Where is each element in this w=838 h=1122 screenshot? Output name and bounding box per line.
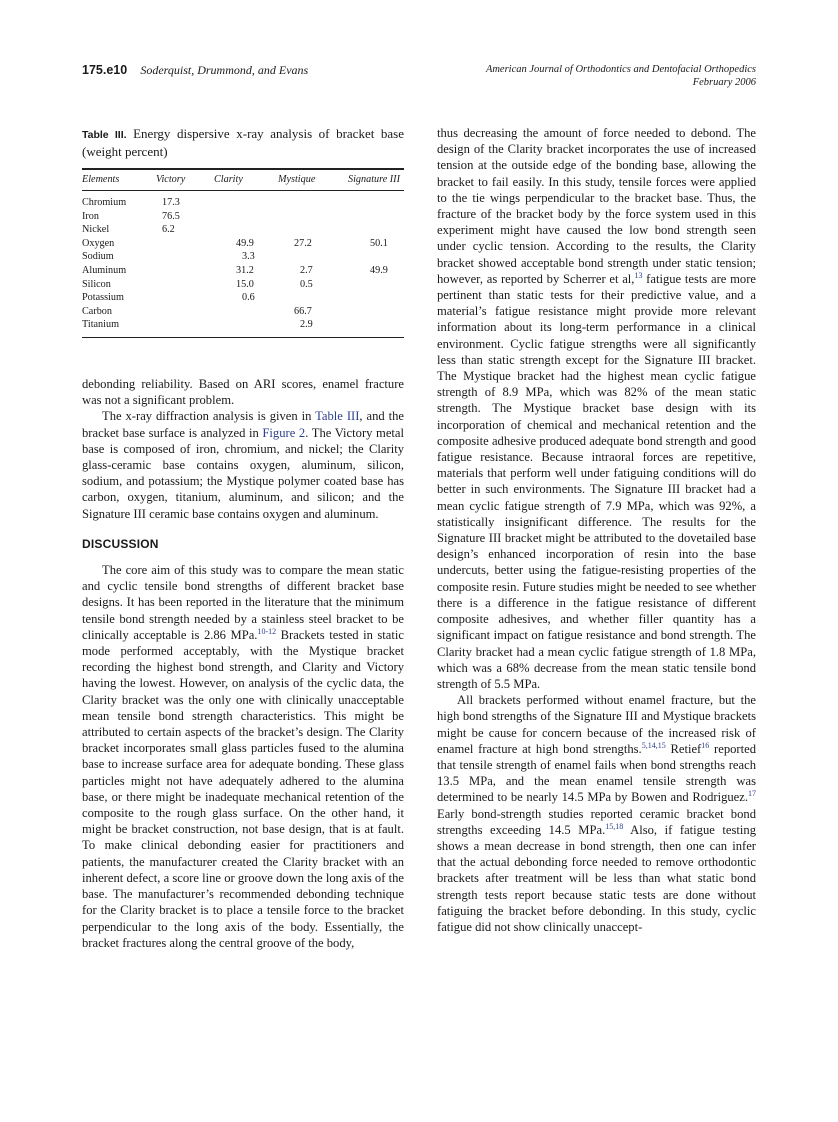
col-header-victory: Victory [156, 169, 214, 191]
table-iii-link[interactable]: Table III [315, 409, 360, 424]
cell-victory [156, 237, 214, 251]
table-label: Table III. [82, 129, 127, 141]
section-heading-discussion: DISCUSSION [82, 536, 159, 551]
cell-element: Oxygen [82, 237, 115, 249]
text-run: The core aim of this study was to compare the mean static and cyclic tensile bond strengths of different bracket base designs. It has been reported in the literature that the minimum tensile bond strength needed by a stainless steel bracket to be clinically acceptable is 2.86 MPa. [82, 563, 404, 642]
table-row [82, 191, 404, 210]
table-row [82, 305, 404, 319]
table-row [82, 223, 404, 237]
paragraph [437, 125, 756, 692]
cell-mystique: 2.7 [300, 264, 313, 276]
cell-victory [156, 250, 214, 264]
cell-element: Aluminum [82, 264, 127, 276]
text-run: fatigue tests are more pertinent than static tests for their predictive value, and a material’s fatigue resistance might provide more relevant information about its long-term performance in a clinical environment. Cyclic fatigue strengths were all significantly less than static strength except for the Signature III bracket. The Mystique bracket had the highest mean cyclic fatigue strength of 8.9 MPa, which was 82% of the mean static strength. The Mystique bracket base design with its incorporation of chemical and mechanical retention and the composite adhesive produced adequate bond strength and good fatigue resistance. Because intraoral forces are repetitive, materials that perform well under fatiguing conditions will do better in such environments. The Signature III bracket had a mean cyclic fatigue strength of 7.9 MPa, which was 92%, a statistically insignificant difference. The results for the Signature III bracket might be attributed to the dovetailed base design’s enhanced incorporation of resin into the base undercuts, better using the fatigue-resisting properties of the composite resin. Future studies might be needed to see whether there is a difference in the fatigue resistance of different composite adhesives, and whether filler quantity has a significant impact on fatigue resistance and bond strength. The Clarity bracket had a mean cyclic fatigue strength of 1.8 MPa, which was a 68% decrease from the mean static tensile bond strength of 5.5 MPa. [437, 271, 756, 691]
cell-clarity: 0.6 [242, 292, 255, 304]
table-row [82, 318, 404, 337]
col-header-clarity: Clarity [214, 169, 278, 191]
table-row [82, 210, 404, 224]
table-caption-text: Energy dispersive x-ray analysis of bracket base (weight percent) [82, 126, 404, 159]
cell-clarity [214, 223, 278, 237]
cell-clarity: 3.3 [242, 251, 255, 263]
cell-clarity [214, 210, 278, 224]
cell-mystique: 2.9 [278, 318, 348, 337]
paragraph: debonding reliability. Based on ARI scores, enamel fracture was not a significant problem. [82, 377, 404, 408]
cell-clarity: 15.0 [236, 278, 254, 290]
author-names: Soderquist, Drummond, and Evans [140, 63, 309, 77]
running-head-right [486, 63, 756, 89]
cell-signature [348, 191, 404, 210]
reference-link[interactable]: 15,18 [605, 821, 624, 831]
cell-element: Potassium [82, 292, 124, 304]
table-header-row [82, 169, 404, 191]
cell-clarity [214, 191, 278, 210]
cell-victory [156, 278, 214, 292]
cell-element: Silicon [82, 278, 111, 290]
cell-signature [348, 291, 404, 305]
cell-clarity [214, 305, 278, 319]
col-header-mystique: Mystique [278, 169, 348, 191]
cell-mystique: 66.7 [294, 305, 312, 317]
paragraph [82, 408, 404, 521]
running-head [82, 63, 756, 103]
cell-victory [156, 291, 214, 305]
cell-element: Iron [82, 210, 99, 222]
table-caption [82, 126, 404, 160]
table-iii [82, 126, 404, 338]
cell-signature [348, 223, 404, 237]
cell-mystique: 0.5 [300, 278, 313, 290]
text-run: , and the bracket base surface is analyzed in [82, 409, 404, 440]
figure-2-link[interactable]: Figure 2 [262, 425, 306, 440]
cell-victory [156, 305, 214, 319]
reference-link[interactable]: 17 [748, 789, 756, 799]
right-column [437, 125, 756, 935]
col-header-elements: Elements [82, 169, 156, 191]
cell-clarity: 49.9 [236, 237, 254, 249]
paragraph [437, 692, 756, 935]
running-head-left [82, 63, 308, 78]
reference-link[interactable]: 16 [701, 740, 710, 750]
table-row [82, 278, 404, 292]
cell-signature [348, 250, 404, 264]
left-column [82, 376, 404, 951]
cell-victory [156, 264, 214, 278]
cell-element: Chromium [82, 197, 127, 208]
cell-clarity [214, 318, 278, 337]
paragraph [82, 562, 404, 951]
page-number: 175.e10 [82, 63, 128, 77]
text-run: Retief [665, 741, 702, 756]
cell-victory: 76.5 [162, 210, 180, 222]
table-row [82, 264, 404, 278]
cell-signature [348, 210, 404, 224]
text-run: thus decreasing the amount of force needed to debond. The design of the Clarity bracket incorporates the use of increased tension at the outside edge of the bonding base, allowing the bracket to fail easily. In this study, tensile forces were applied to the tie wings perpendicular to the bracket base. Thus, the fracture of the bracket body by the force system used in this experiment might have caused the low bond strength seen under cyclic tension. According to the results, the Clarity bracket showed acceptable bond strength under static tension; however, as reported by Scherrer et al, [437, 126, 756, 286]
cell-clarity: 31.2 [236, 264, 254, 276]
cell-signature: 49.9 [370, 264, 388, 276]
cell-mystique [278, 223, 348, 237]
table-row [82, 237, 404, 251]
cell-victory [156, 318, 214, 337]
cell-element: Sodium [82, 251, 114, 263]
cell-mystique [278, 210, 348, 224]
reference-link[interactable]: 5,14,15 [641, 740, 666, 750]
col-header-signature-iii: Signature III [348, 169, 404, 191]
reference-link[interactable]: 10-12 [257, 626, 277, 636]
cell-signature [348, 305, 404, 319]
cell-mystique [278, 291, 348, 305]
issue-date: February 2006 [692, 77, 756, 88]
cell-element: Carbon [82, 305, 112, 317]
cell-element: Titanium [82, 318, 156, 337]
cell-signature: 50.1 [370, 237, 388, 249]
text-run: . The Victory metal base is composed of iron, chromium, and nickel; the Clarity glass-ceramic base contains oxygen, aluminum, silicon, sodium, and potassium; the Mystique polymer coated base has carbon, oxygen, titanium, aluminum, and silicon; and the Signature III ceramic base contains oxygen and aluminum. [82, 425, 405, 521]
cell-victory: 6.2 [162, 224, 175, 236]
text-run: Early bond-strength studies reported ceramic bracket bond strengths exceeding 14.5 MPa. [437, 806, 756, 837]
cell-victory: 17.3 [162, 197, 180, 208]
cell-element: Nickel [82, 224, 110, 236]
cell-signature [348, 278, 404, 292]
table-row [82, 250, 404, 264]
text-run: reported that tensile strength of enamel fails when bond strengths reach 13.5 MPa, and the mean enamel tensile strength was determined to be nearly 14.5 MPa by Bowen and Rodriguez. [437, 741, 757, 805]
cell-signature [348, 318, 404, 337]
text-run: The x-ray diffraction analysis is given in [102, 409, 316, 424]
journal-title: American Journal of Orthodontics and Dentofacial Orthopedics [485, 64, 756, 75]
table-row [82, 291, 404, 305]
text-run: Brackets tested in static mode performed acceptably, with the Mystique bracket recording the highest bond strength, and Clarity and Victory having the lowest. However, on analysis of the cyclic data, the Clarity bracket was the only one with clinically unacceptable mean tensile bond strength characteristics. This might be attributed to certain aspects of the bracket’s design. The Clarity bracket incorporates small glass particles fused to the alumina base to increase surface area for adequate bonding. These glass particles might not have adequately adhered to the alumina base, or there might be inadequate mechanical retention of the composite to the rough glass surface. On the other hand, it might be bracket construction, not base design, that is at fault. To make clinical debonding easier for practitioners and patients, the manufacturer created the Clarity bracket with an inherent defect, a score line or groove down the long axis of the base. The manufacturer’s recommended debonding technique for the Clarity bracket is to place a tensile force to the bracket perpendicular to the long axis of the body. Essentially, the bracket fractures along the central groove of the body, [82, 627, 404, 950]
cell-mystique [278, 250, 348, 264]
text-run: Also, if fatigue testing shows a mean decrease in bond strength, then one can infer that the actual debonding force needed to remove orthodontic brackets after treatment will be less than what static bond strength tests report because static tests are done without fatiguing the bracket before debonding. In this study, cyclic fatigue did not show clinically unaccept- [437, 822, 756, 934]
cell-mystique: 27.2 [294, 237, 312, 249]
text-run: All brackets performed without enamel fracture, but the high bond strengths of the Signature III and Mystique brackets might be cause for concern because of the increased risk of enamel fracture at high bond strengths. [437, 693, 756, 756]
edx-table [82, 168, 404, 338]
cell-mystique [278, 191, 348, 210]
reference-link[interactable]: 13 [634, 270, 643, 280]
